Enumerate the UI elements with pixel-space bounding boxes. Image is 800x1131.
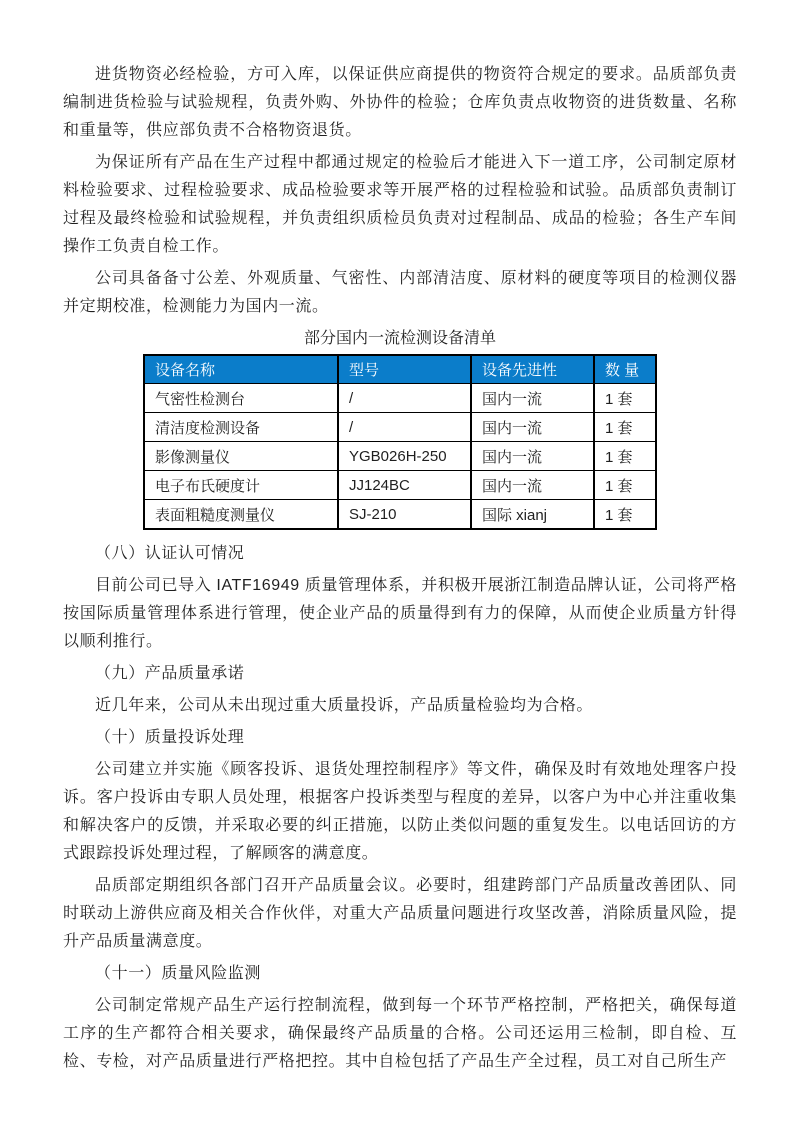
table-row bbox=[144, 442, 656, 471]
section-heading-complaint-handling: （十）质量投诉处理 bbox=[95, 729, 245, 746]
cell-model: YGB026H-250 bbox=[338, 442, 471, 471]
table-row bbox=[144, 471, 656, 500]
para-risk-monitoring: 公司制定常规产品生产运行控制流程，做到每一个环节严格控制，严格把关，确保每道工序的生产都符合相关要求，确保最终产品质量的合格。公司还运用三检制，即自检、互检、专检，对产品质量进行严格把控。其中自检包括了产品生产全过程，员工对自己所生产 bbox=[63, 997, 737, 1070]
section-heading-quality-commitment: （九）产品质量承诺 bbox=[95, 665, 245, 682]
cell-advancement: 国际 xianj bbox=[471, 500, 594, 530]
para-testing-equipment: 公司具备备寸公差、外观质量、气密性、内部清洁度、原材料的硬度等项目的检测仪器并定期校准，检测能力为国内一流。 bbox=[63, 270, 737, 315]
section-heading-certification: （八）认证认可情况 bbox=[95, 545, 245, 562]
equipment-table bbox=[143, 354, 657, 530]
cell-quantity: 1 套 bbox=[594, 413, 656, 442]
table-row bbox=[144, 413, 656, 442]
table-row bbox=[144, 384, 656, 413]
para-complaint-handling: 公司建立并实施《顾客投诉、退货处理控制程序》等文件，确保及时有效地处理客户投诉。客户投诉由专职人员处理，根据客户投诉类型与程度的差异，以客户为中心并注重收集和解决客户的反馈，并采取必要的纠正措施，以防止类似问题的重复发生。以电话回访的方式跟踪投诉处理过程，了解顾客的满意度。 bbox=[63, 761, 737, 862]
col-header-model: 型号 bbox=[338, 355, 471, 384]
para-process-inspection: 为保证所有产品在生产过程中都通过规定的检验后才能进入下一道工序，公司制定原材料检验要求、过程检验要求、成品检验要求等开展严格的过程检验和试验。品质部负责制订过程及最终检验和试验规程，并负责组织质检员负责对过程制品、成品的检验；各生产车间操作工负责自检工作。 bbox=[63, 154, 737, 255]
para-quality-meetings: 品质部定期组织各部门召开产品质量会议。必要时，组建跨部门产品质量改善团队、同时联动上游供应商及相关合作伙伴，对重大产品质量问题进行攻坚改善，消除质量风险，提升产品质量满意度。 bbox=[63, 877, 737, 950]
cell-advancement: 国内一流 bbox=[471, 471, 594, 500]
cell-model: JJ124BC bbox=[338, 471, 471, 500]
table-title: 部分国内一流检测设备清单 bbox=[303, 330, 496, 347]
cell-device-name: 影像测量仪 bbox=[144, 442, 338, 471]
cell-model: SJ-210 bbox=[338, 500, 471, 530]
cell-quantity: 1 套 bbox=[594, 500, 656, 530]
cell-advancement: 国内一流 bbox=[471, 442, 594, 471]
section-heading-risk-monitoring: （十一）质量风险监测 bbox=[95, 965, 262, 982]
cell-device-name: 清洁度检测设备 bbox=[144, 413, 338, 442]
cell-model: / bbox=[338, 384, 471, 413]
cell-advancement: 国内一流 bbox=[471, 384, 594, 413]
para-quality-commitment: 近几年来，公司从未出现过重大质量投诉，产品质量检验均为合格。 bbox=[95, 697, 594, 714]
cell-model: / bbox=[338, 413, 471, 442]
cell-quantity: 1 套 bbox=[594, 442, 656, 471]
col-header-device-name: 设备名称 bbox=[144, 355, 338, 384]
table-header-row bbox=[144, 355, 656, 384]
cell-device-name: 气密性检测台 bbox=[144, 384, 338, 413]
cell-device-name: 电子布氏硬度计 bbox=[144, 471, 338, 500]
col-header-advancement: 设备先进性 bbox=[471, 355, 594, 384]
cell-quantity: 1 套 bbox=[594, 384, 656, 413]
cell-quantity: 1 套 bbox=[594, 471, 656, 500]
cell-device-name: 表面粗糙度测量仪 bbox=[144, 500, 338, 530]
table-row bbox=[144, 500, 656, 530]
col-header-quantity: 数 量 bbox=[594, 355, 656, 384]
cell-advancement: 国内一流 bbox=[471, 413, 594, 442]
para-incoming-inspection: 进货物资必经检验，方可入库，以保证供应商提供的物资符合规定的要求。品质部负责编制进货检验与试验规程，负责外购、外协件的检验；仓库负责点收物资的进货数量、名称和重量等，供应部负责不合格物资退货。 bbox=[63, 66, 737, 139]
para-certification: 目前公司已导入 IATF16949 质量管理体系，并积极开展浙江制造品牌认证，公司将严格按国际质量管理体系进行管理，使企业产品的质量得到有力的保障，从而使企业质量方针得以顺利推行。 bbox=[63, 577, 737, 650]
